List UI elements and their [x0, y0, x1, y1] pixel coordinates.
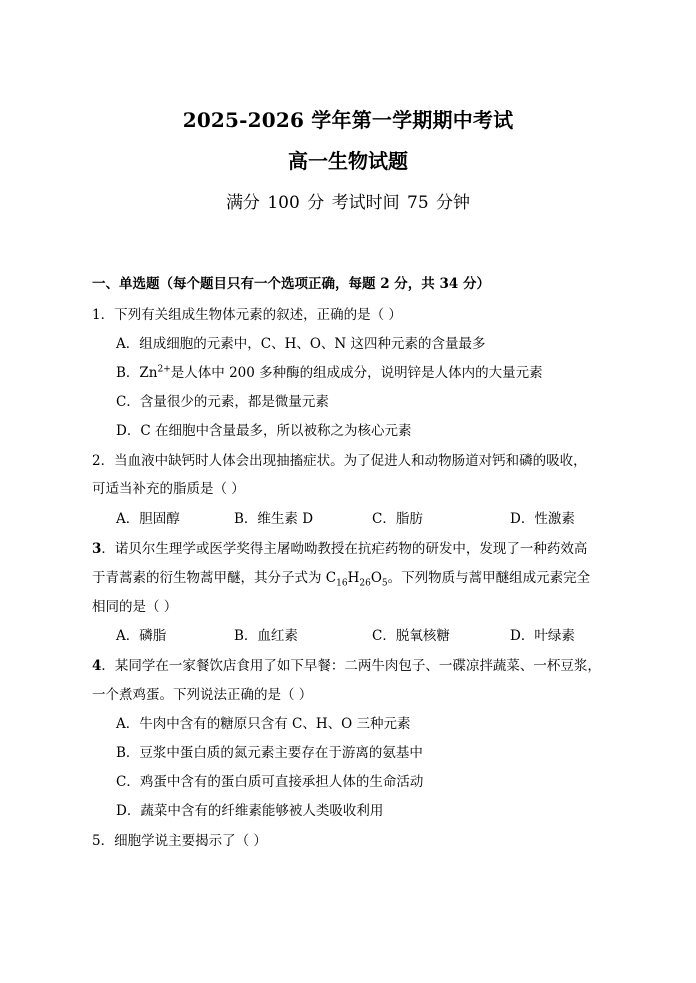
q5-stem: 5．细胞学说主要揭示了（ ） [92, 833, 267, 849]
q3-stem2-post: 。下列物质与蒿甲醚组成元素完全 [387, 570, 591, 586]
q3-option-d: D．叶绿素 [510, 628, 575, 644]
q3-stem-line3: 相同的是（ ） [92, 599, 178, 615]
q3-sub-26: 26 [359, 578, 371, 589]
q4-number: 4 [92, 658, 102, 674]
q1-stem: 1．下列有关组成生物体元素的叙述，正确的是（ ） [92, 307, 402, 323]
q3-h: H [347, 570, 360, 586]
q1-option-b-post: 是人体中 200 多种酶的组成成分，说明锌是人体内的大量元素 [170, 365, 543, 381]
q2-option-d: D．性激素 [510, 511, 575, 527]
section-heading: 一、单选题（每个题目只有一个选项正确，每题 2 分，共 34 分） [92, 276, 490, 292]
q1-option-a: A．组成细胞的元素中，C、H、O、N 这四种元素的含量最多 [116, 336, 486, 352]
q3-stem-line1 [92, 537, 587, 557]
q4-option-a: A．牛肉中含有的糖原只含有 C、H、O 三种元素 [116, 716, 411, 732]
exam-title: 2025-2026 学年第一学期期中考试 [182, 108, 514, 132]
q3-option-b: B．血红素 [234, 628, 298, 644]
q2-stem-line1: 2．当血液中缺钙时人体会出现抽搐症状。为了促进人和动物肠道对钙和磷的吸收， [92, 453, 587, 469]
q4-option-c: C．鸡蛋中含有的蛋白质可直接承担人体的生命活动 [116, 774, 424, 790]
q3-sub-16: 16 [336, 578, 348, 589]
q1-option-d: D．C 在细胞中含量最多，所以被称之为核心元素 [116, 423, 412, 439]
q3-option-c: C．脱氧核糖 [372, 628, 450, 644]
q4-stem-line2: 一个煮鸡蛋。下列说法正确的是（ ） [92, 687, 313, 703]
q3-o: O [370, 570, 382, 586]
q1-option-b-pre: B．Zn [116, 365, 158, 381]
q1-option-c: C．含量很少的元素，都是微量元素 [116, 394, 329, 410]
q3-sub-5: 5 [381, 578, 388, 589]
q4-option-d: D．蔬菜中含有的纤维素能够被人类吸收利用 [116, 803, 384, 819]
q4-option-b: B．豆浆中蛋白质的氮元素主要存在于游离的氨基中 [116, 745, 423, 761]
q1-option-b-sup: 2+ [157, 364, 171, 375]
q4-stem-text1: ．某同学在一家餐饮店食用了如下早餐：二两牛肉包子、一碟凉拌蔬菜、一杯豆浆， [101, 658, 601, 674]
q3-stem-text1: ．诺贝尔生理学或医学奖得主屠呦呦教授在抗疟药物的研发中，发现了一种药效高 [101, 541, 588, 557]
q2-option-b: B．维生素 D [234, 511, 314, 527]
q2-option-a: A．胆固醇 [116, 511, 180, 527]
q2-stem-line2: 可适当补充的脂质是（ ） [92, 481, 245, 497]
q1-option-b [116, 361, 543, 381]
q3-option-a: A．磷脂 [116, 628, 167, 644]
q4-stem-line1 [92, 654, 601, 674]
q2-option-c: C．脂肪 [372, 511, 423, 527]
exam-subtitle: 高一生物试题 [288, 149, 408, 173]
q3-stem-line2 [92, 566, 590, 589]
exam-meta: 满分 100 分 考试时间 75 分钟 [225, 193, 471, 213]
q3-stem2-pre: 于青蒿素的衍生物蒿甲醚，其分子式为 C [92, 570, 337, 586]
q3-number: 3 [92, 541, 102, 557]
